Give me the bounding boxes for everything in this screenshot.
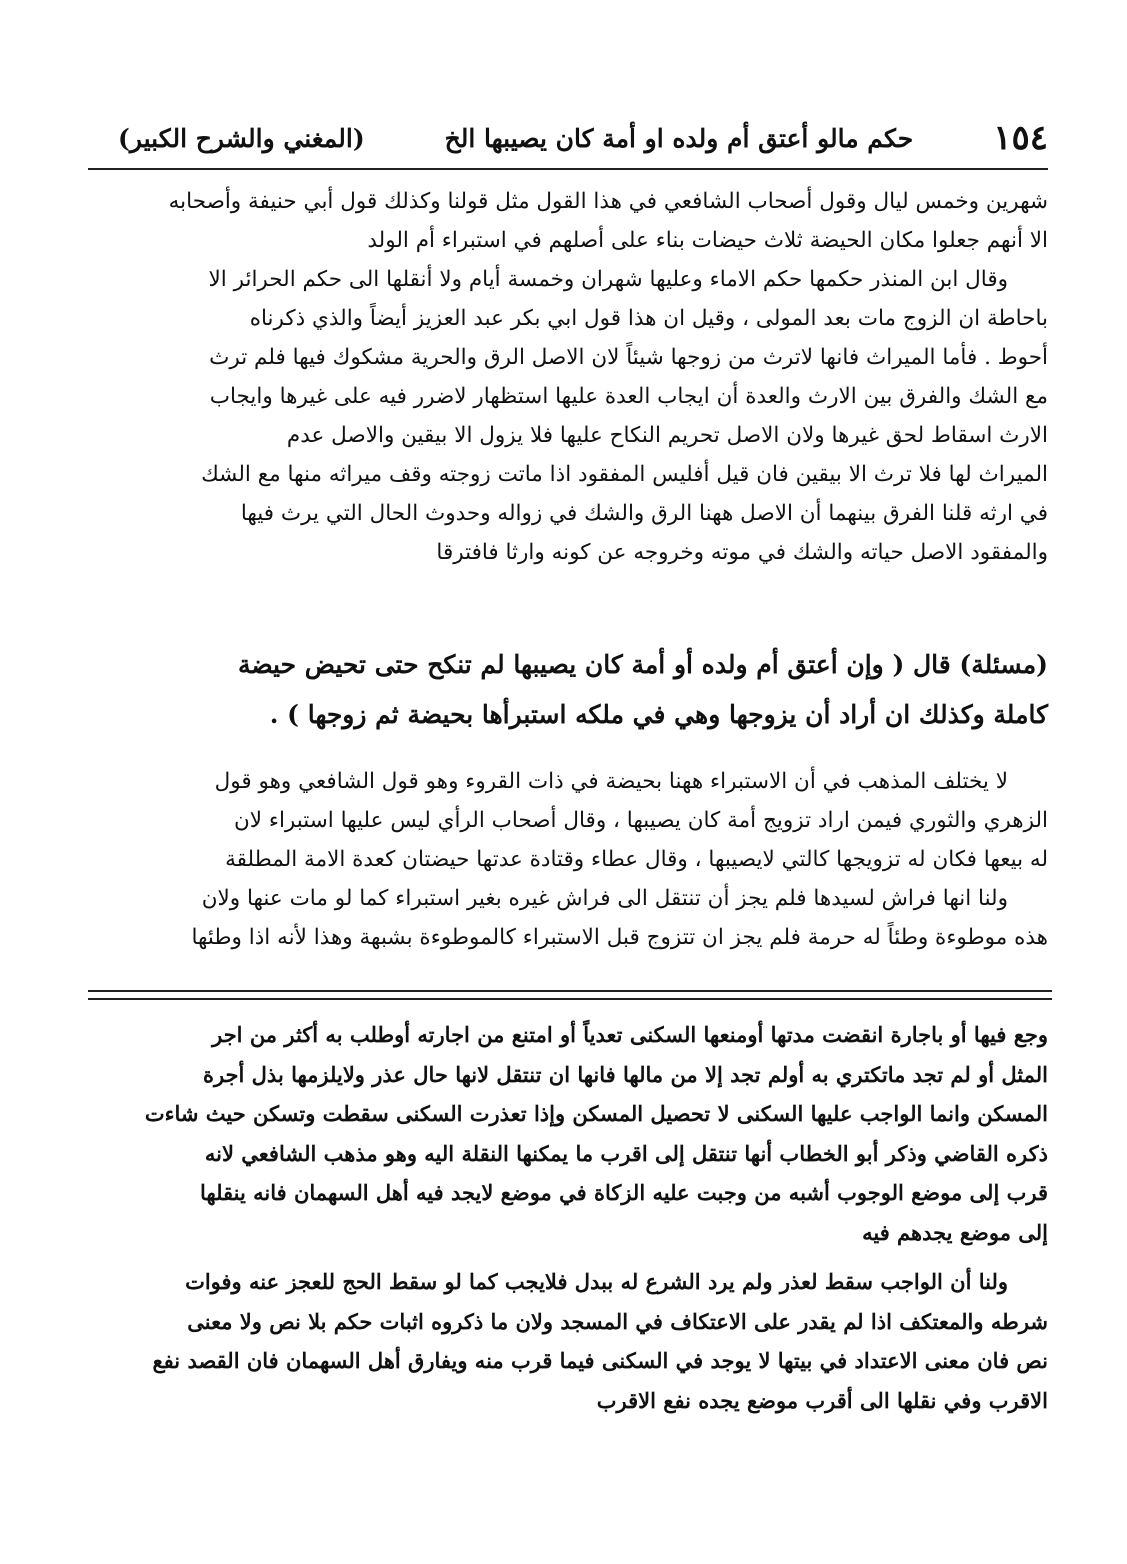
header-rule [88, 168, 1048, 170]
issue-line: (مسئلة) قال ( وإن أعتق أم ولده أو أمة كان يصيبها لم تنكح حتى تحيض حيضة [237, 650, 1048, 679]
page-number: ١٥٤ [993, 118, 1048, 158]
commentary-line: المسكن وانما الواجب عليها السكنى لا تحصيل المسكن وإذا تعذرت السكنى سقطت وتسكن حيث شاءت [144, 1101, 1048, 1126]
main-text-middle [82, 762, 1048, 982]
text-line: مع الشك والفرق بين الارث والعدة أن ايجاب العدة عليها استظهار لاضرر فيه على غيرها وايجاب [209, 384, 1048, 409]
commentary-line: نص فان معنى الاعتداد في بيتها لا يوجد في السكنى فيما قرب منه ويفارق أهل السهمان فان القصد نفع [152, 1348, 1048, 1373]
commentary-line: شرطه والمعتكف اذا لم يقدر على الاعتكاف في المسجد ولان ما ذكروه اثبات حكم بلا نص ولا معنى [187, 1308, 1048, 1334]
page-header [118, 112, 1048, 164]
main-text-top [82, 182, 1048, 622]
commentary-text [82, 1015, 1048, 1475]
book-title: (المغني والشرح الكبير) [118, 123, 365, 153]
text-line: الا أنهم جعلوا مكان الحيضة ثلاث حيضات بناء على أصلهم في استبراء أم الولد [367, 228, 1048, 253]
commentary-line: قرب إلى موضع الوجوب أشبه من وجبت عليه الزكاة في موضع لايجد فيه أهل السهمان فانه ينقلها [199, 1180, 1048, 1205]
text-line: وقال ابن المنذر حكمها حكم الاماء وعليها شهران وخمسة أيام ولا أنقلها الى حكم الحرائر الا [208, 267, 1008, 292]
commentary-line: ذكره القاضي وذكر أبو الخطاب أنها تنتقل إلى اقرب ما يمكنها النقلة اليه وهو مذهب الشافعي لانه [204, 1140, 1048, 1166]
text-line: في ارثه قلنا الفرق بينهما أن الاصل ههنا الرق والشك في زواله وحدوث الحال التي يرث فيها [240, 501, 1048, 526]
text-line: شهرين وخمس ليال وقول أصحاب الشافعي في هذا القول مثل قولنا وكذلك قول أبي حنيفة وأصحابه [168, 189, 1048, 214]
text-line: له بيعها فكان له تزويجها كالتي لايصيبها ، وقال عطاء وقتادة عدتها حيضتان كعدة الامة المطلقة [225, 847, 1048, 872]
commentary-line: المثل أو لم تجد ماتكتري به أولم تجد إلا من مالها فانها ان تنتقل لانها حال عذر ولايلزمها بذل أجرة [202, 1061, 1048, 1087]
text-line: والمفقود الاصل حياته والشك في موته وخروجه عن كونه وارثا فافترقا [436, 540, 1048, 565]
text-line: لا يختلف المذهب في أن الاستبراء ههنا بحيضة في ذات القروء وهو قول الشافعي وهو قول [214, 769, 1008, 794]
text-line: ولنا انها فراش لسيدها فلم يجز أن تنتقل الى فراش غيره بغير استبراء كما لو مات عنها ولان [201, 886, 1008, 911]
separator-rule [88, 990, 1052, 992]
commentary-line: إلى موضع يجدهم فيه [862, 1219, 1048, 1245]
text-line: باحاطة ان الزوج مات بعد المولى ، وقيل ان هذا قول ابي بكر عبد العزيز أيضاً والذي ذكرناه [249, 306, 1048, 331]
commentary-line: ولنا أن الواجب سقط لعذر ولم يرد الشرع له ببدل فلايجب كما لو سقط الحج للعجز عنه وفوات [185, 1269, 1008, 1294]
text-line: الارث اسقاط لحق غيرها ولان الاصل تحريم النكاح عليها فلا يزول الا بيقين والاصل عدم [286, 423, 1048, 448]
text-line: أحوط . فأما الميراث فانها لاترث من زوجها شيئاً لان الاصل الرق والحرية مشكوك فيها فلم ترث [209, 345, 1048, 370]
issue-line: كاملة وكذلك ان أراد أن يزوجها وهي في ملكه استبرأها بحيضة ثم زوجها ) . [269, 700, 1048, 729]
text-line: الميراث لها فلا ترث الا بيقين فان قيل أفليس المفقود اذا ماتت زوجته وقف ميراثه منها مع الشك [201, 462, 1048, 487]
text-line: الزهري والثوري فيمن اراد تزويج أمة كان يصيبها ، وقال أصحاب الرأي ليس عليها استبراء لان [233, 808, 1048, 833]
text-line: هذه موطوءة وطئاً له حرمة فلم يجز ان تتزوج قبل الاستبراء كالموطوءة بشبهة وهذا لأنه اذا وطئها [191, 925, 1048, 950]
commentary-line: وجع فيها أو باجارة انقضت مدتها أومنعها السكنى تعدياً أو امتنع من اجارته أوطلب به أكثر من اجر [212, 1022, 1048, 1047]
commentary-line: الاقرب وفي نقلها الى أقرب موضع يجده نفع الاقرب [596, 1387, 1048, 1413]
separator-rule [88, 998, 1052, 1000]
running-title: حكم مالو أعتق أم ولده او أمة كان يصيبها الخ [444, 123, 914, 153]
issue-heading [82, 640, 1048, 750]
